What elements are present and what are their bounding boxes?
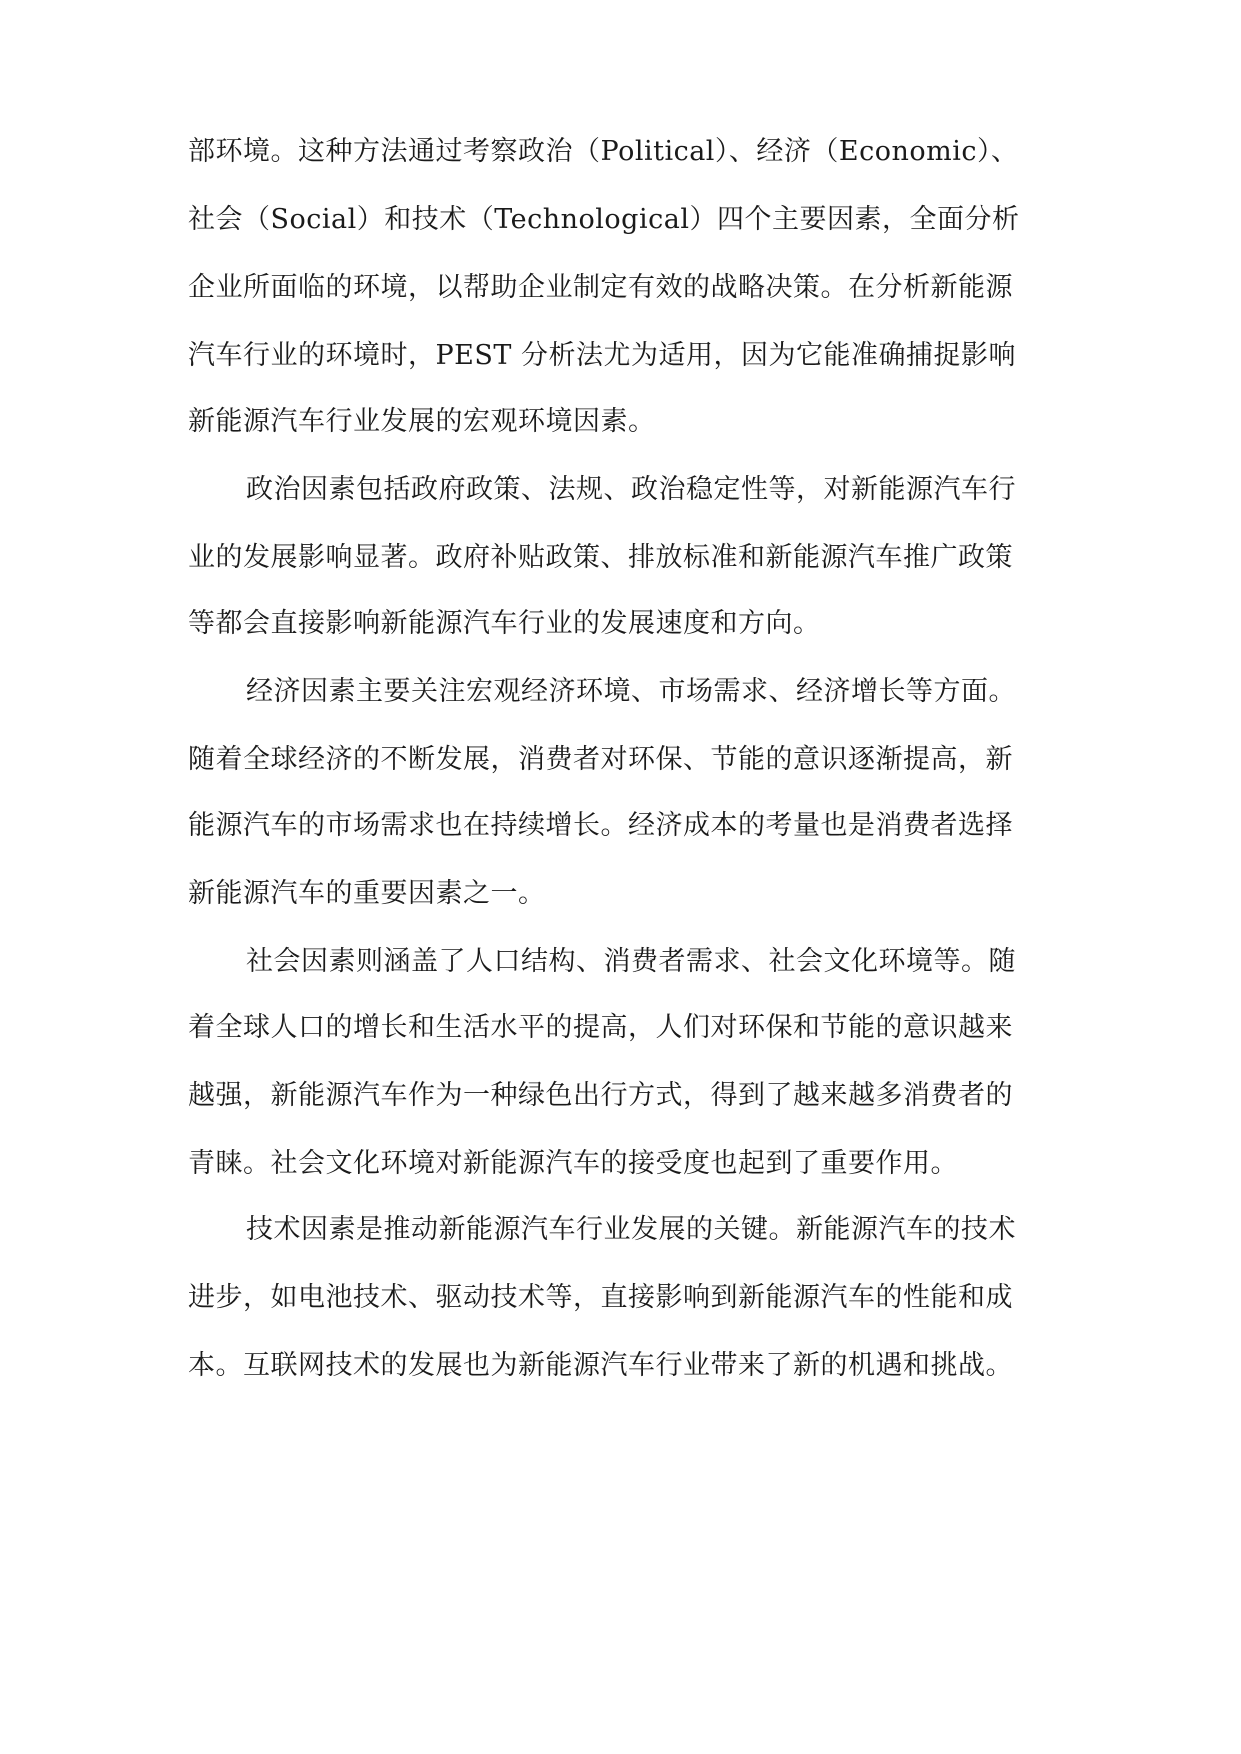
paragraph-1-line-4: 汽车行业的环境时，PEST 分析法尤为适用，因为它能准确捕捉影响 xyxy=(188,340,1016,371)
paragraph-1-line-2: 社会（Social）和技术（Technological）四个主要因素，全面分析 xyxy=(188,204,1020,235)
paragraph-1-line-1: 部环境。这种方法通过考察政治（Political）、经济（Economic）、 xyxy=(188,136,1019,167)
paragraph-5-line-2: 进步，如电池技术、驱动技术等，直接影响到新能源汽车的性能和成 xyxy=(188,1282,1013,1313)
paragraph-5-line-3: 本。互联网技术的发展也为新能源汽车行业带来了新的机遇和挑战。 xyxy=(188,1350,1013,1381)
paragraph-3-line-1: 经济因素主要关注宏观经济环境、市场需求、经济增长等方面。 xyxy=(246,676,1016,707)
paragraph-4-line-4: 青睐。社会文化环境对新能源汽车的接受度也起到了重要作用。 xyxy=(188,1148,958,1179)
paragraph-4-line-1: 社会因素则涵盖了人口结构、消费者需求、社会文化环境等。随 xyxy=(246,946,1016,977)
paragraph-4-line-3: 越强，新能源汽车作为一种绿色出行方式，得到了越来越多消费者的 xyxy=(188,1080,1013,1111)
paragraph-5-line-1: 技术因素是推动新能源汽车行业发展的关键。新能源汽车的技术 xyxy=(246,1214,1016,1245)
paragraph-2-line-2: 业的发展影响显著。政府补贴政策、排放标准和新能源汽车推广政策 xyxy=(188,542,1013,573)
paragraph-2-line-3: 等都会直接影响新能源汽车行业的发展速度和方向。 xyxy=(188,608,821,639)
paragraph-3-line-2: 随着全球经济的不断发展，消费者对环保、节能的意识逐渐提高，新 xyxy=(188,744,1013,775)
paragraph-3-line-4: 新能源汽车的重要因素之一。 xyxy=(188,878,546,909)
paragraph-1-line-3: 企业所面临的环境，以帮助企业制定有效的战略决策。在分析新能源 xyxy=(188,272,1013,303)
paragraph-4-line-2: 着全球人口的增长和生活水平的提高，人们对环保和节能的意识越来 xyxy=(188,1012,1013,1043)
paragraph-2-line-1: 政治因素包括政府政策、法规、政治稳定性等，对新能源汽车行 xyxy=(246,474,1016,505)
paragraph-1-line-5: 新能源汽车行业发展的宏观环境因素。 xyxy=(188,406,656,437)
paragraph-3-line-3: 能源汽车的市场需求也在持续增长。经济成本的考量也是消费者选择 xyxy=(188,810,1013,841)
